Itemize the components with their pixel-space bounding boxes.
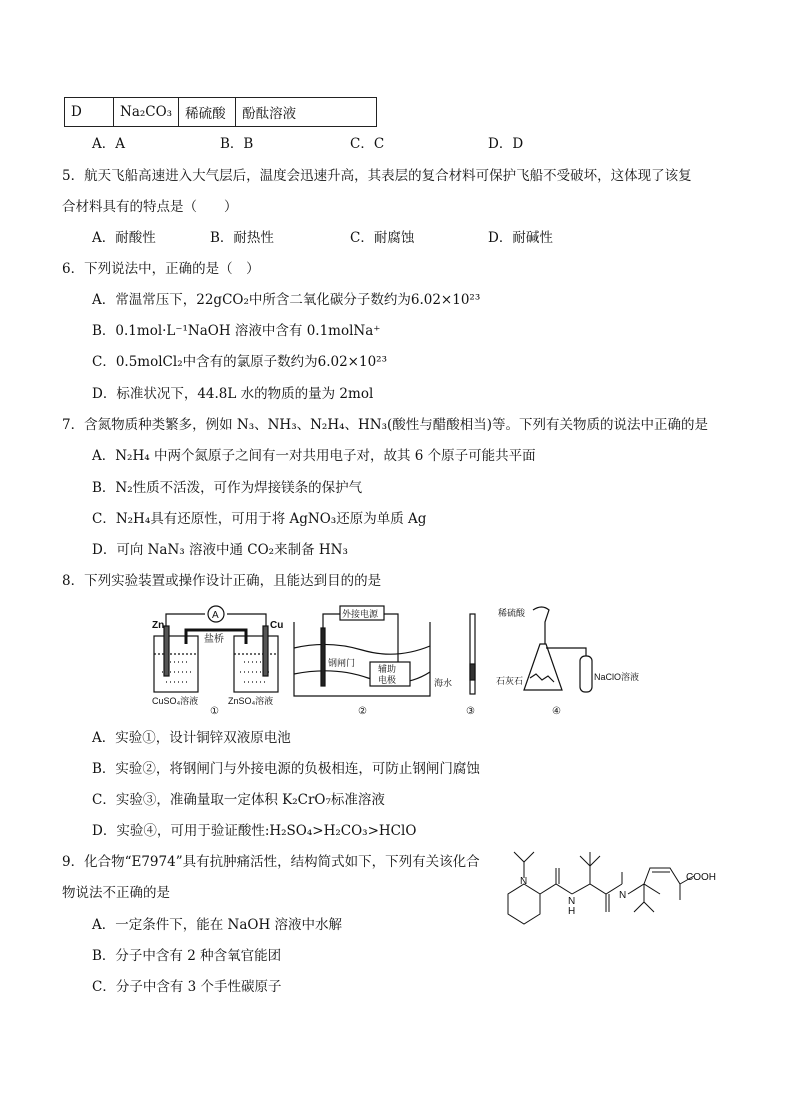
q9-stem-cont: 物说法不正确的是 (62, 885, 170, 901)
limestone-label: 石灰石 (496, 676, 524, 686)
galvanic-cell-apparatus (152, 606, 283, 717)
cathodic-protection-apparatus (294, 606, 452, 717)
seawater-label: 海水 (434, 678, 453, 688)
answer-table (64, 97, 377, 127)
q6-option-b: B．0.1mol·L⁻¹NaOH 溶液中含有 0.1molNa⁺ (92, 323, 381, 339)
q7-option-b: B．N₂性质不活泼，可作为焊接镁条的保护气 (92, 480, 363, 496)
salt-bridge-label: 盐桥 (204, 634, 224, 645)
naclo-label: NaClO溶液 (594, 672, 640, 682)
q9-option-b: B．分子中含有 2 种含氧官能团 (92, 948, 282, 964)
q5-option-b: B．耐热性 (210, 230, 274, 246)
pipette-liquid (470, 664, 475, 680)
separatory-funnel (533, 607, 549, 644)
conical-flask (524, 644, 562, 690)
nh-label: N (568, 896, 576, 907)
q9-stem: 9．化合物“E7974”具有抗肿痛活性，结构简式如下，下列有关该化合 (62, 854, 480, 870)
unsaturated-chain (628, 868, 694, 900)
figure-number-1: ① (210, 706, 219, 717)
tert-butyl-group (580, 852, 600, 884)
q8-option-c: C．实验③，准确量取一定体积 K₂CrO₇标准溶液 (92, 792, 385, 808)
pipette-apparatus (466, 614, 475, 717)
zn-electrode (164, 626, 169, 676)
ammeter-label: A (212, 610, 219, 621)
table-cell: 酚酞溶液 (236, 98, 377, 127)
beaker-right (234, 636, 278, 692)
q8-option-b: B．实验②，将钢闸门与外接电源的负极相连，可防止钢闸门腐蚀 (92, 761, 480, 777)
nh-h-label: H (568, 906, 576, 917)
amide-2 (572, 884, 622, 912)
q8-option-d: D．实验④，可用于验证酸性:H₂SO₄>H₂CO₃>HClO (92, 823, 417, 839)
test-tube (580, 656, 592, 692)
q4-option-b: B．B (220, 136, 254, 152)
figure-number-2: ② (358, 706, 367, 717)
beaker-left (154, 636, 198, 692)
experiment-figure (148, 604, 640, 717)
q5-option-d: D．耐碱性 (488, 230, 553, 246)
q5-option-c: C．耐腐蚀 (350, 230, 415, 246)
q4-option-c: C．C (350, 136, 385, 152)
cu-electrode (263, 626, 268, 676)
q5-option-a: A．耐酸性 (92, 230, 156, 246)
cuso4-label: CuSO₄溶液 (152, 696, 199, 706)
figure-number-4: ④ (552, 706, 561, 717)
table-cell: D (65, 98, 114, 127)
q5-stem: 5．航天飞船高速进入大气层后，温度会迅速升高，其表层的复合材料可保护飞船不受破坏，这体现了该复 (62, 168, 692, 184)
power-label: 外接电源 (342, 609, 379, 619)
n-methyl-label: N (619, 890, 627, 901)
table-row (65, 98, 377, 127)
isopropyl-group (514, 852, 534, 878)
q7-option-a: A．N₂H₄ 中两个氮原子之间有一对共用电子对，故其 6 个原子可能共平面 (92, 448, 536, 464)
amide-1 (540, 868, 572, 894)
electrode-label: 电极 (378, 675, 397, 685)
q7-option-d: D．可向 NaN₃ 溶液中通 CO₂来制备 HN₃ (92, 542, 348, 558)
q6-option-d: D．标准状况下，44.8L 水的物质的量为 2mol (92, 386, 374, 402)
figure-number-3: ③ (466, 706, 475, 717)
acid-strength-apparatus (496, 607, 639, 717)
ring-n-label: N (520, 876, 528, 887)
q7-option-c: C．N₂H₄具有还原性，可用于将 AgNO₃还原为单质 Ag (92, 511, 427, 527)
table-cell: Na₂CO₃ (114, 98, 179, 127)
molecule-structure (500, 848, 730, 948)
pipette (470, 614, 475, 694)
cu-label: Cu (270, 620, 284, 631)
q5-stem-cont: 合材料具有的特点是（ ） (62, 199, 238, 215)
q6-stem: 6．下列说法中，正确的是（ ） (62, 261, 260, 277)
zn-label: Zn (152, 620, 165, 631)
acid-label: 稀硫酸 (498, 608, 526, 618)
q8-option-a: A．实验①，设计铜锌双液原电池 (92, 730, 291, 746)
q4-option-d: D．D (488, 136, 524, 152)
q9-option-c: C．分子中含有 3 个手性碳原子 (92, 979, 282, 995)
liquid-fill (162, 662, 272, 682)
gate-label: 钢闸门 (328, 658, 356, 668)
table-cell: 稀硫酸 (179, 98, 236, 127)
q6-option-a: A．常温常压下，22gCO₂中所含二氧化碳分子数约为6.02×10²³ (92, 292, 481, 308)
q8-stem: 8．下列实验装置或操作设计正确，且能达到目的的是 (62, 573, 382, 589)
water-surface (294, 644, 430, 654)
q9-option-a: A．一定条件下，能在 NaOH 溶液中水解 (92, 917, 343, 933)
q7-stem: 7．含氮物质种类繁多，例如 N₃、NH₃、N₂H₄、HN₃(酸性与醋酸相当)等。下列有关物质的说法中正确的是 (62, 417, 709, 433)
power-wire (323, 614, 398, 662)
znso4-label: ZnSO₄溶液 (228, 696, 274, 706)
steel-gate (321, 628, 325, 686)
cooh-label: COOH (686, 872, 716, 883)
aux-label: 辅助 (378, 664, 397, 674)
q6-option-c: C．0.5molCl₂中含有的氯原子数约为6.02×10²³ (92, 354, 387, 370)
piperidine-ring (508, 884, 540, 924)
q4-option-a: A．A (92, 136, 125, 152)
